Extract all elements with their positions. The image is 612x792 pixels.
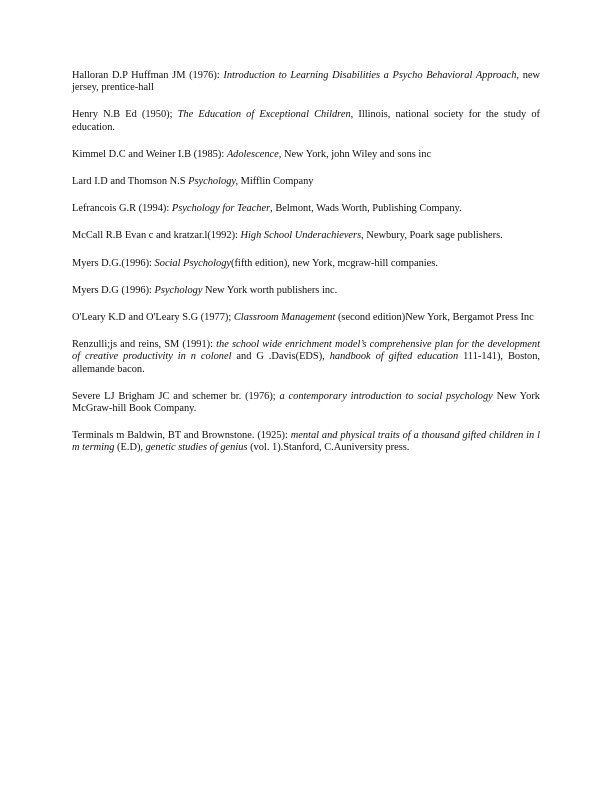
reference-italic-title: genetic studies of genius xyxy=(145,442,248,454)
reference-italic-title: Social Psychology xyxy=(154,257,232,269)
reference-italic-title: the school wide enrichment model’s comprehensive plan for the development of creative productivity in n colonel xyxy=(72,339,540,363)
reference-text: Myers D.G.(1996): xyxy=(72,257,155,269)
reference-entry xyxy=(72,258,540,270)
reference-italic-title: The Education of Exceptional Children xyxy=(177,109,351,121)
reference-entry xyxy=(72,70,540,94)
reference-text: , Belmont, Wads Worth, Publishing Company. xyxy=(270,203,462,215)
reference-italic-title: Psychology for Teacher xyxy=(171,203,271,215)
reference-text: (second edition)New York, Bergamot Press Inc xyxy=(335,312,534,324)
reference-text: Renzulli;js and reins, SM (1991): xyxy=(72,339,217,351)
reference-italic-title: Psychology, xyxy=(188,176,239,188)
reference-italic-title: High School Underachievers xyxy=(240,230,362,242)
reference-text: New York worth publishers inc. xyxy=(202,284,338,296)
reference-text: (fifth edition), new York, mcgraw-hill companies. xyxy=(231,257,438,269)
reference-text: , Newbury, Poark sage publishers. xyxy=(361,230,503,242)
reference-entry xyxy=(72,430,540,454)
reference-italic-title: Psychology xyxy=(154,284,203,296)
reference-entry xyxy=(72,149,540,161)
reference-text: Severe LJ Brigham JC and schemer br. (1976); xyxy=(72,390,280,402)
reference-entry xyxy=(72,109,540,133)
reference-text: Kimmel D.C and Weiner I.B (1985): xyxy=(72,148,227,160)
reference-text: Lard I.D and Thomson N.S xyxy=(72,176,189,188)
reference-text: Halloran D.P Huffman JM (1976): xyxy=(72,70,224,81)
reference-italic-title: Classroom Management xyxy=(233,312,336,324)
reference-entry xyxy=(72,339,540,376)
reference-italic-title: a contemporary introduction to social psychology xyxy=(279,390,493,402)
reference-text: (vol. 1).Stanford, C.Auniversity press. xyxy=(247,442,410,454)
reference-entry xyxy=(72,203,540,215)
reference-italic-title: mental and physical traits of a thousand gifted children in l m terming xyxy=(72,430,540,454)
reference-text: Lefrancois G.R (1994): xyxy=(72,203,172,215)
reference-text: O'Leary K.D and O'Leary S.G (1977); xyxy=(72,312,234,324)
reference-text: Mifflin Company xyxy=(238,176,314,188)
reference-italic-title: handbook of gifted education xyxy=(329,351,459,363)
reference-text: New York, john Wiley and sons inc xyxy=(281,148,432,160)
reference-text: Myers D.G (1996): xyxy=(72,284,155,296)
reference-text: New York McGraw-hill Book Company. xyxy=(72,390,540,415)
reference-text: new jersey, prentice-hall xyxy=(72,70,541,94)
reference-entry xyxy=(72,285,540,297)
reference-text: and G .Davis(EDS), xyxy=(231,351,330,363)
reference-text: (E.D), xyxy=(114,442,146,454)
reference-text: Henry N.B Ed (1950); xyxy=(72,109,178,121)
reference-text: McCall R.B Evan c and kratzar.l(1992): xyxy=(72,230,241,242)
reference-text: , Illinois, national society for the study of education. xyxy=(72,109,540,133)
reference-entry xyxy=(72,312,540,324)
reference-entry xyxy=(72,230,540,242)
reference-text: Terminals m Baldwin, BT and Brownstone. (1925): xyxy=(72,430,291,442)
reference-entry xyxy=(72,391,540,415)
reference-italic-title: Adolescence, xyxy=(226,148,282,160)
reference-list xyxy=(72,70,540,470)
reference-italic-title: Introduction to Learning Disabilities a Psycho Behavioral Approach, xyxy=(223,70,520,81)
reference-entry xyxy=(72,176,540,188)
reference-text: 111-141), Boston, allemande bacon. xyxy=(72,351,540,375)
